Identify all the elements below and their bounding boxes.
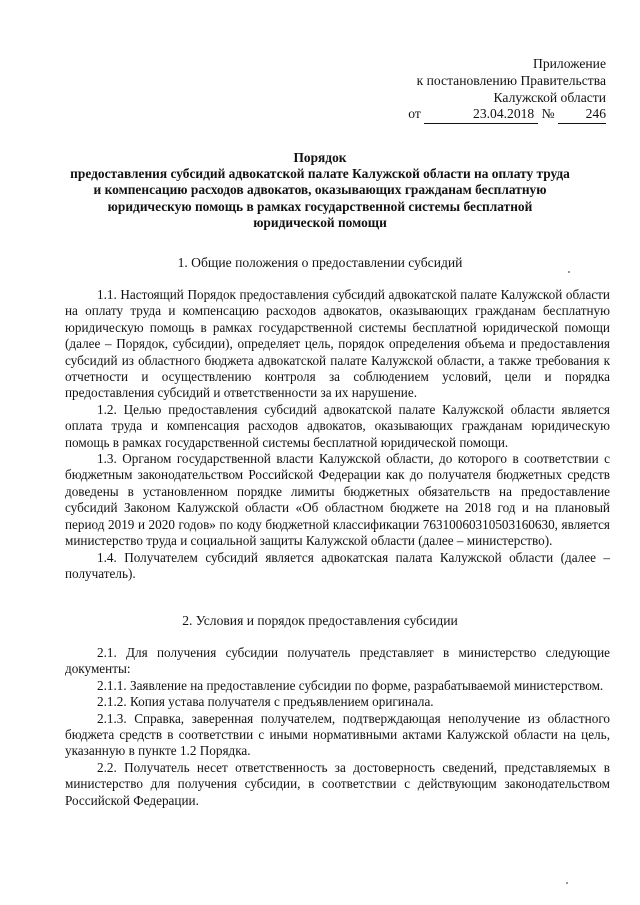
paragraph-2-2: 2.2. Получатель несет ответственность за достоверность сведений, представляемых в министерство для получения субсидии, в соответствии с действующим законодательством Российской Федерации.: [65, 759, 610, 808]
section-1-heading: 1. Общие положения о предоставлении субсидий: [177, 255, 463, 270]
section-2-heading: 2. Условия и порядок предоставления субсидии: [182, 613, 458, 628]
paragraph-1-3: 1.3. Органом государственной власти Калужской области, до которого в соответствии с бюджетным законодательством Российской Федерации как до получателя бюджетных средств доведены в установленном порядке лимиты бюджетных обязательств на предоставление субсидий Законом Калужской области «Об областном бюджете на 2018 год и на плановый период 2019 и 2020 годов» по коду бюджетной классификации 76310060310503160630, является министерство труда и социальной защиты Калужской области (далее – министерство).: [65, 451, 610, 549]
scan-speck: [568, 271, 570, 273]
appendix-line-2: к постановлению Правительства: [416, 72, 606, 88]
appendix-date-line: [408, 106, 606, 124]
appendix-date: 23.04.2018: [424, 106, 538, 124]
section-1-body: [65, 287, 610, 582]
from-label: от: [408, 106, 421, 122]
document-title: [70, 150, 570, 231]
paragraph-2-1-2: 2.1.2. Копия устава получателя с предъявлением оригинала.: [97, 694, 434, 710]
paragraph-2-1: 2.1. Для получения субсидии получатель представляет в министерство следующие документы:: [65, 645, 610, 677]
title-subtitle: предоставления субсидий адвокатской палате Калужской области на оплату труда и компенсацию расходов адвокатов, оказывающих гражданам бесплатную юридическую помощь в рамках государственной системы бесплатной юридической помощи: [70, 166, 570, 230]
paragraph-1-4: 1.4. Получателем субсидий является адвокатская палата Калужской области (далее – получатель).: [65, 549, 610, 581]
appendix-block: [408, 56, 606, 124]
title-heading: Порядок: [293, 150, 347, 165]
number-label: №: [541, 106, 555, 122]
appendix-line-1: Приложение: [533, 56, 606, 71]
appendix-number: 246: [558, 106, 606, 124]
paragraph-1-2: 1.2. Целью предоставления субсидий адвокатской палате Калужской области является оплата труда и компенсация расходов адвокатов, оказывающих гражданам юридическую помощь в рамках государственной системы бесплатной юридической помощи.: [65, 401, 610, 450]
paragraph-1-1: 1.1. Настоящий Порядок предоставления субсидий адвокатской палате Калужской области на оплату труда и компенсацию расходов адвокатов, оказывающих гражданам бесплатную юридическую помощь в рамках государственной системы бесплатной юридической помощи (далее – Порядок, субсидии), определяет цель, порядок определения объема и предоставления субсидий из областного бюджета адвокатской палате Калужской области, а также требования к отчетности и осуществлению контроля за соблюдением условий, цели и порядка предоставления субсидий и ответственности за их нарушение.: [65, 287, 610, 401]
section-2-body: [65, 645, 610, 809]
scan-speck: [566, 882, 568, 884]
appendix-line-3: Калужской области: [493, 89, 606, 105]
paragraph-2-1-3: 2.1.3. Справка, заверенная получателем, подтверждающая неполучение из областного бюджета средств в соответствии с иными нормативными актами Калужской области на цель, указанную в пункте 1.2 Порядка.: [65, 710, 610, 759]
paragraph-2-1-1: 2.1.1. Заявление на предоставление субсидии по форме, разрабатываемой министерством.: [97, 677, 604, 693]
